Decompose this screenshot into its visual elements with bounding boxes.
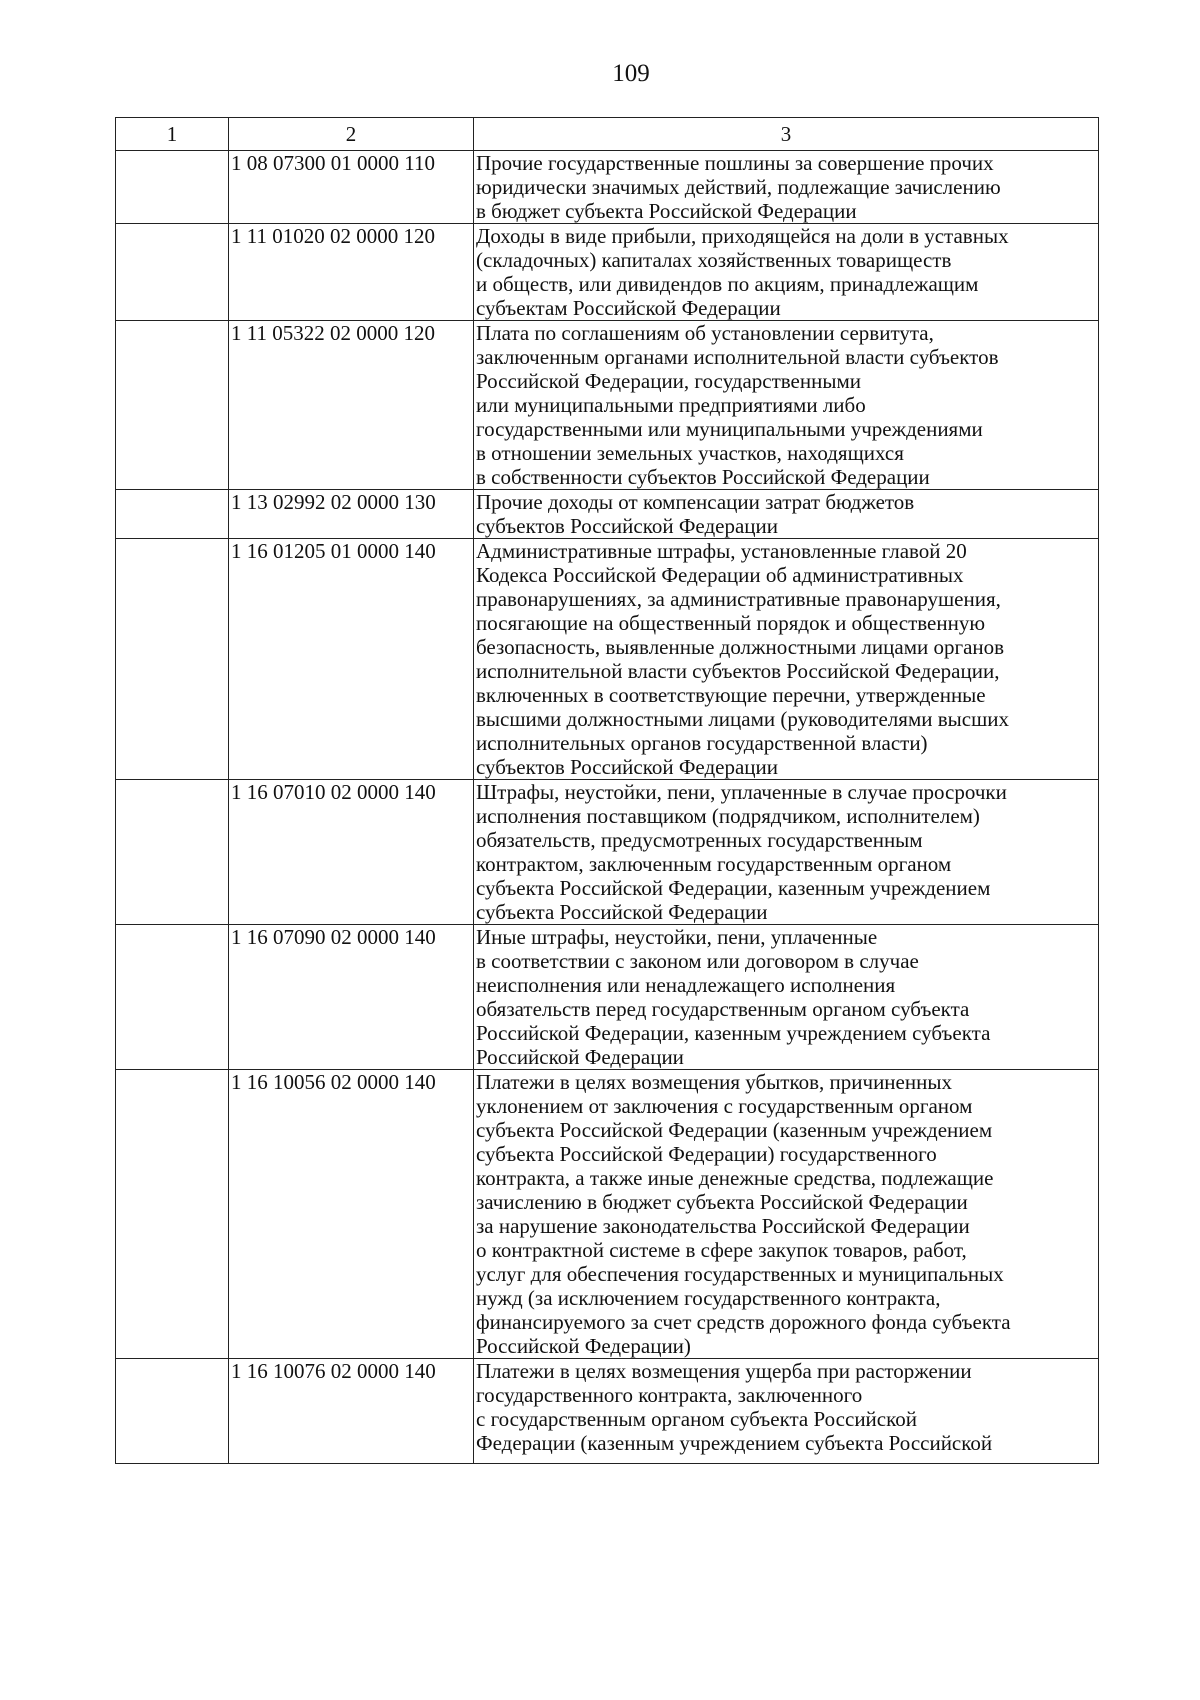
description-line: исполнительных органов государственной власти) [476,731,928,755]
description-line: услуг для обеспечения государственных и муниципальных [476,1262,1004,1286]
budget-code-cell: 1 16 10076 02 0000 140 [229,1359,474,1464]
revenue-description-cell [474,490,1099,539]
table-row [116,1070,1099,1359]
empty-cell [116,539,229,780]
budget-classification-table [115,117,1099,1464]
description-line: Российской Федерации [476,1045,684,1069]
description-line: за нарушение законодательства Российской Федерации [476,1214,970,1238]
description-line: субъектов Российской Федерации [476,514,779,538]
budget-code-cell: 1 16 07090 02 0000 140 [229,925,474,1070]
description-line: (складочных) капиталах хозяйственных товариществ [476,248,952,272]
description-line: субъекта Российской Федерации [476,900,768,924]
description-line: исполнительной власти субъектов Российской Федерации, [476,659,1000,683]
empty-cell [116,1070,229,1359]
empty-cell [116,925,229,1070]
empty-cell [116,151,229,224]
description-line: государственными или муниципальными учреждениями [476,417,983,441]
description-line: субъекта Российской Федерации) государственного [476,1142,937,1166]
revenue-description-cell [474,1070,1099,1359]
description-line: включенных в соответствующие перечни, утвержденные [476,683,986,707]
description-line: посягающие на общественный порядок и общественную [476,611,986,635]
description-line: и обществ, или дивидендов по акциям, принадлежащим [476,272,979,296]
table-row [116,780,1099,925]
description-line: Иные штрафы, неустойки, пени, уплаченные [476,925,878,949]
description-line: Прочие доходы от компенсации затрат бюджетов [476,490,915,514]
description-line: зачислению в бюджет субъекта Российской Федерации [476,1190,968,1214]
table-row [116,224,1099,321]
description-line: Штрафы, неустойки, пени, уплаченные в случае просрочки [476,780,1007,804]
description-line: правонарушениях, за административные правонарушения, [476,587,1001,611]
description-line: в соответствии с законом или договором в случае [476,949,919,973]
revenue-description-cell [474,1359,1099,1464]
revenue-description-cell [474,539,1099,780]
revenue-description-cell [474,224,1099,321]
budget-code-cell: 1 16 01205 01 0000 140 [229,539,474,780]
description-line: обязательств, предусмотренных государственным [476,828,923,852]
table-row [116,539,1099,780]
table-header-row [116,118,1099,151]
description-line: обязательств перед государственным органом субъекта [476,997,970,1021]
table-row [116,321,1099,490]
description-line: высшими должностными лицами (руководителями высших [476,707,1009,731]
description-line: субъекта Российской Федерации (казенным учреждением [476,1118,993,1142]
description-line: субъектов Российской Федерации [476,755,779,779]
description-line: в собственности субъектов Российской Федерации [476,465,930,489]
description-line: или муниципальными предприятиями либо [476,393,866,417]
description-line: Административные штрафы, установленные главой 20 [476,539,967,563]
budget-code-cell: 1 08 07300 01 0000 110 [229,151,474,224]
description-line: неисполнения или ненадлежащего исполнения [476,973,896,997]
empty-cell [116,1359,229,1464]
description-line: Кодекса Российской Федерации об административных [476,563,964,587]
description-line: Плата по соглашениям об установлении сервитута, [476,321,934,345]
description-line: контракта, а также иные денежные средства, подлежащие [476,1166,994,1190]
description-line: исполнения поставщиком (подрядчиком, исполнителем) [476,804,980,828]
column-header-2: 2 [229,118,474,151]
column-header-3: 3 [474,118,1099,151]
table-row [116,1359,1099,1464]
description-line: Платежи в целях возмещения ущерба при расторжении [476,1359,972,1383]
description-line: Доходы в виде прибыли, приходящейся на доли в уставных [476,224,1009,248]
description-line: Федерации (казенным учреждением субъекта Российской [476,1431,993,1455]
empty-cell [116,321,229,490]
description-line: уклонением от заключения с государственным органом [476,1094,973,1118]
table-body [116,151,1099,1464]
revenue-description-cell [474,925,1099,1070]
description-line: финансируемого за счет средств дорожного фонда субъекта [476,1310,1011,1334]
description-line: нужд (за исключением государственного контракта, [476,1286,941,1310]
empty-cell [116,780,229,925]
revenue-description-cell [474,151,1099,224]
description-line: Российской Федерации, государственными [476,369,861,393]
description-line: государственного контракта, заключенного [476,1383,863,1407]
table-row [116,490,1099,539]
description-line: юридически значимых действий, подлежащие зачислению [476,175,1001,199]
description-line: о контрактной системе в сфере закупок товаров, работ, [476,1238,967,1262]
empty-cell [116,490,229,539]
description-line: субъекта Российской Федерации, казенным учреждением [476,876,991,900]
description-line: с государственным органом субъекта Российской [476,1407,917,1431]
column-header-1: 1 [116,118,229,151]
page-number: 109 [612,60,650,87]
budget-code-cell: 1 16 07010 02 0000 140 [229,780,474,925]
table-row [116,925,1099,1070]
budget-code-cell: 1 11 05322 02 0000 120 [229,321,474,490]
empty-cell [116,224,229,321]
table-row [116,151,1099,224]
description-line: заключенным органами исполнительной власти субъектов [476,345,999,369]
budget-code-cell: 1 11 01020 02 0000 120 [229,224,474,321]
revenue-description-cell [474,321,1099,490]
description-line: Прочие государственные пошлины за совершение прочих [476,151,994,175]
description-line: в отношении земельных участков, находящихся [476,441,904,465]
description-line: субъектам Российской Федерации [476,296,781,320]
description-line: Российской Федерации) [476,1334,691,1358]
description-line: безопасность, выявленные должностными лицами органов [476,635,1005,659]
revenue-description-cell [474,780,1099,925]
description-line: Российской Федерации, казенным учреждением субъекта [476,1021,991,1045]
budget-code-cell: 1 13 02992 02 0000 130 [229,490,474,539]
description-line: Платежи в целях возмещения убытков, причиненных [476,1070,952,1094]
budget-code-cell: 1 16 10056 02 0000 140 [229,1070,474,1359]
description-line: в бюджет субъекта Российской Федерации [476,199,857,223]
description-line: контрактом, заключенным государственным органом [476,852,952,876]
